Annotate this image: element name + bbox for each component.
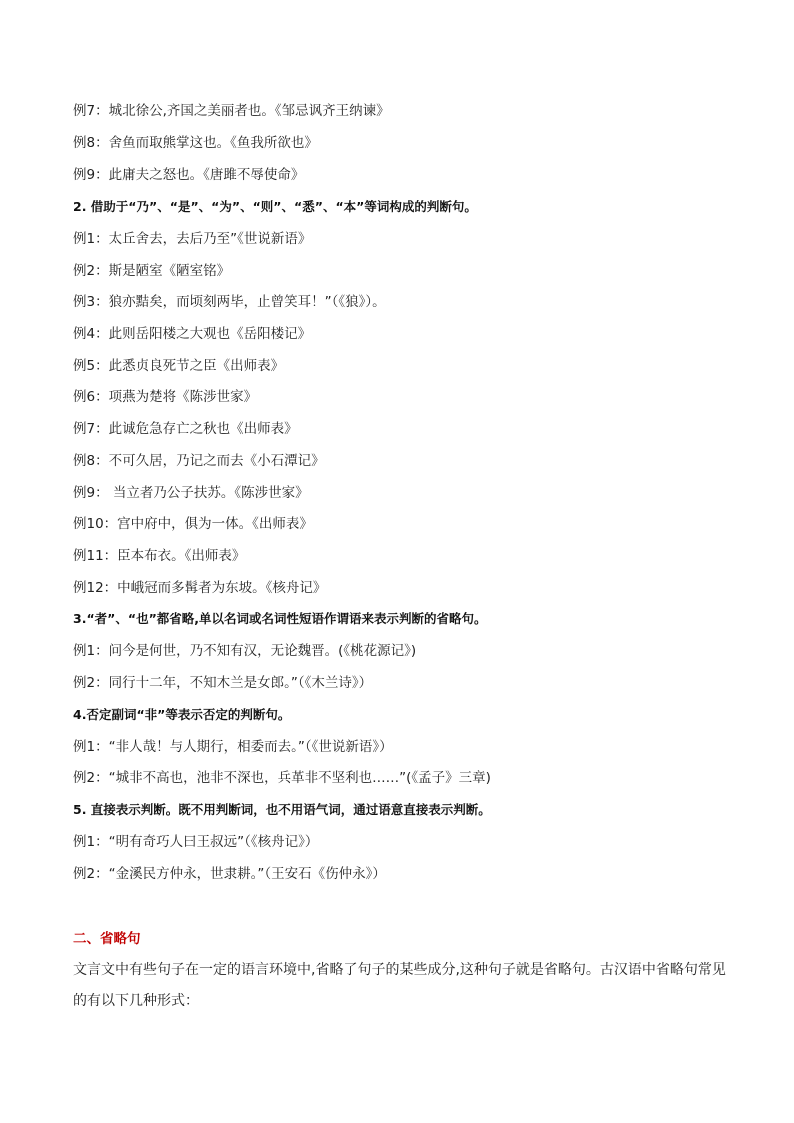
example-line: 例8：不可久居，乃记之而去《小石潭记》 xyxy=(73,453,325,469)
example-line: 例12：中峨冠而多髯者为东坡。《核舟记》 xyxy=(73,580,327,596)
subheading: 5. 直接表示判断。既不用判断词，也不用语气词，通过语意直接表示判断。 xyxy=(73,802,491,817)
example-line: 例1：“明有奇巧人曰王叔远”（《核舟记》） xyxy=(73,834,319,850)
subheading: 4.否定副词“非”等表示否定的判断句。 xyxy=(73,707,291,722)
example-line: 例4：此则岳阳楼之大观也《岳阳楼记》 xyxy=(73,326,312,342)
example-line: 例11：臣本布衣。《出师表》 xyxy=(73,548,246,564)
section-paragraph: 文言文中有些句子在一定的语言环境中,省略了句子的某些成分,这种句子就是省略句。古汉语中省略句常见的有以下几种形式： xyxy=(73,962,726,1009)
example-line: 例8：舍鱼而取熊掌这也。《鱼我所欲也》 xyxy=(73,135,318,151)
example-line: 例2：“城非不高也，池非不深也，兵革非不坚利也……”(《孟子》三章) xyxy=(73,770,491,786)
example-line: 例2：同行十二年，不知木兰是女郎。”（《木兰诗》） xyxy=(73,675,373,691)
example-line: 例7：此诚危急存亡之秋也《出师表》 xyxy=(73,421,298,437)
example-line: 例2：斯是陋室《陋室铭》 xyxy=(73,263,231,279)
subheading: 3.“者”、“也”都省略,单以名词或名词性短语作谓语来表示判断的省略句。 xyxy=(73,611,487,626)
example-line: 例6：项燕为楚将《陈涉世家》 xyxy=(73,389,258,405)
example-line: 例7：城北徐公,齐国之美丽者也。《邹忌讽齐王纳谏》 xyxy=(73,103,390,119)
example-line: 例1：问今是何世，乃不知有汉，无论魏晋。(《桃花源记》) xyxy=(73,643,417,659)
example-line: 例2：“金溪民方仲永，世隶耕。”（王安石《伤仲永》） xyxy=(73,866,386,882)
example-line: 例9： 当立者乃公子扶苏。《陈涉世家》 xyxy=(73,485,309,501)
example-line: 例1：太丘舍去，去后乃至”《世说新语》 xyxy=(73,231,312,247)
subheading: 2. 借助于“乃”、“是”、“为”、“则”、“悉”、“本”等词构成的判断句。 xyxy=(73,199,477,214)
example-line: 例1：“非人哉！与人期行，相委而去。”（《世说新语》） xyxy=(73,739,393,755)
example-line: 例3：狼亦黠矣，而顷刻两毕，止曾笑耳！”（《狼》）。 xyxy=(73,294,386,310)
example-line: 例9：此庸夫之怒也。《唐雎不辱使命》 xyxy=(73,167,305,183)
example-line: 例10：宫中府中，俱为一体。《出师表》 xyxy=(73,516,313,532)
section-title: 二、省略句 xyxy=(73,931,141,947)
example-line: 例5：此悉贞良死节之臣《出师表》 xyxy=(73,358,285,374)
